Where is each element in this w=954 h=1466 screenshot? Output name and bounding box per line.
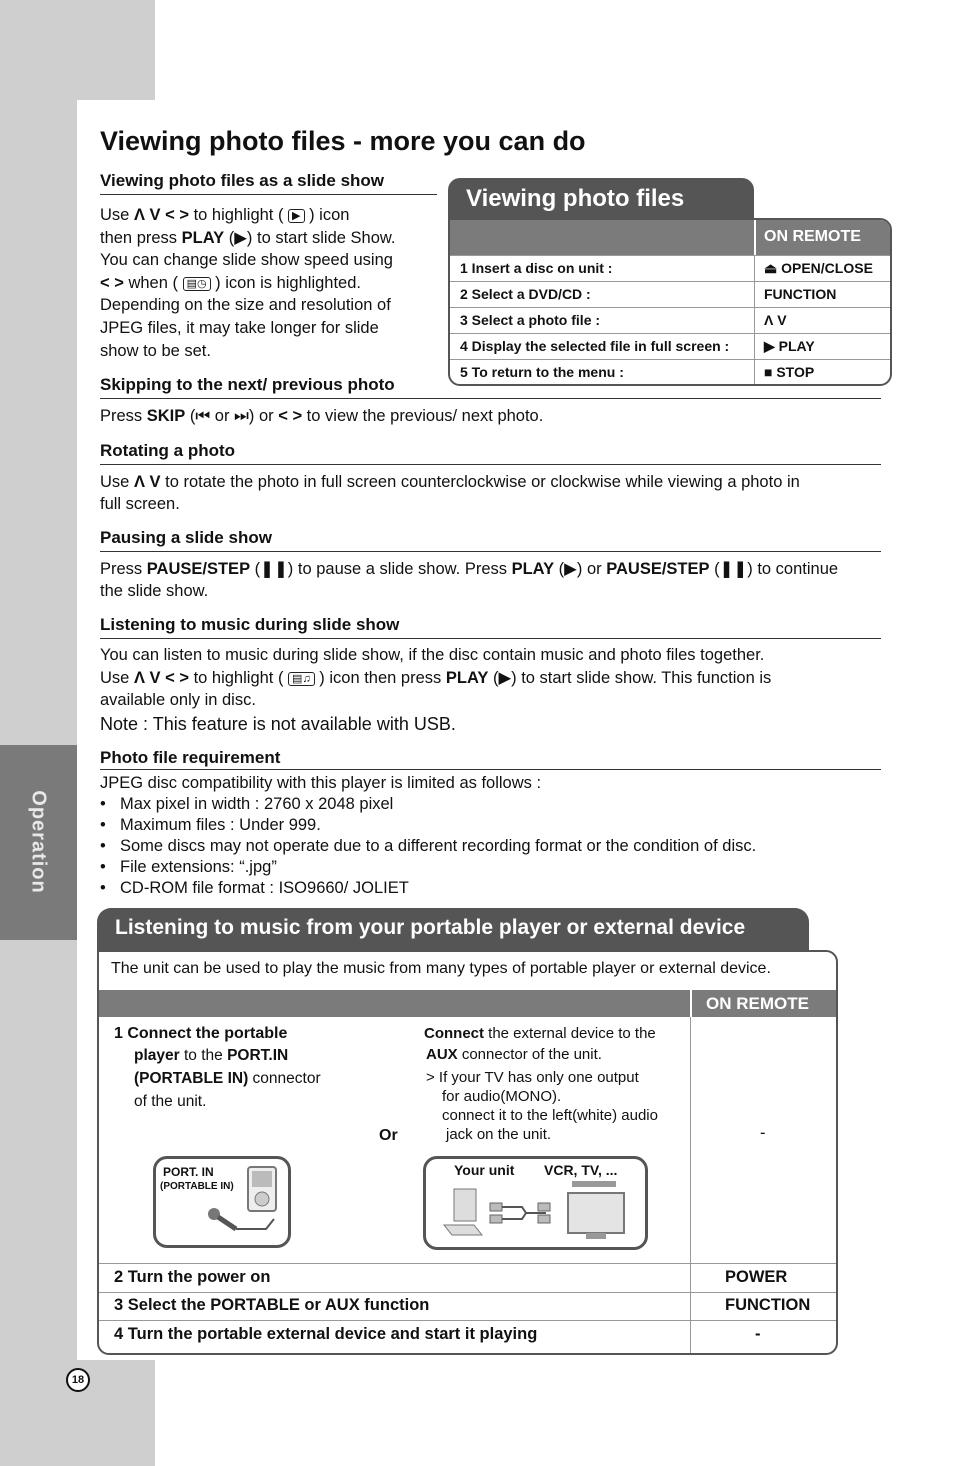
list-item: • Some discs may not operate due to a different recording format or the condition of disc. <box>100 837 757 855</box>
divider <box>100 398 881 399</box>
list-item: • CD-ROM file format : ISO9660/ JOLIET <box>100 879 409 897</box>
list-item: • Maximum files : Under 999. <box>100 816 321 834</box>
slideshow-heading: Viewing photo files as a slide show <box>100 171 385 190</box>
requirement-heading: Photo file requirement <box>100 748 281 767</box>
divider <box>100 194 437 195</box>
remote-header: ON REMOTE <box>450 220 890 255</box>
port-in-illustration: PORT. IN (PORTABLE IN) <box>153 1156 291 1248</box>
aux-line: Connect the external device to the <box>424 1025 656 1042</box>
external-intro: The unit can be used to play the music from many types of portable player or external device. <box>111 960 771 977</box>
ext-row-key: POWER <box>725 1268 788 1286</box>
remote-row: 5 To return to the menu : ■ STOP <box>450 359 890 385</box>
ext-row-step: 3 Select the PORTABLE or AUX function <box>114 1296 430 1314</box>
skipping-text: Press SKIP (⏮ or ⏭) or < > to view the previous/ next photo. <box>100 407 544 425</box>
ext-row-key: FUNCTION <box>725 1296 811 1314</box>
rotating-text: Use Λ V to rotate the photo in full screen counterclockwise or clockwise while viewing a photo in full screen. <box>100 473 800 513</box>
pausing-heading: Pausing a slide show <box>100 528 272 547</box>
step1-line: player to the PORT.IN <box>134 1047 289 1064</box>
aux-line: connect it to the left(white) audio <box>442 1107 658 1124</box>
ext-row-step: 2 Turn the power on <box>114 1268 271 1286</box>
requirement-list <box>100 774 756 900</box>
aux-line: jack on the unit. <box>446 1126 552 1143</box>
list-item: • File extensions: “.jpg” <box>100 858 277 876</box>
ext-row-step: 4 Turn the portable external device and start it playing <box>114 1325 538 1343</box>
step1-key: - <box>760 1124 766 1142</box>
requirement-intro: JPEG disc compatibility with this player is limited as follows : <box>100 774 542 792</box>
side-tab-label: Operation <box>27 790 50 894</box>
tv-connection-icon <box>426 1159 645 1247</box>
external-header: ON REMOTE <box>99 990 836 1017</box>
list-item: • Max pixel in width : 2760 x 2048 pixel <box>100 795 394 813</box>
music-text: You can listen to music during slide show, if the disc contain music and photo files together. Use Λ V < > to highlight ( ▤♫ ) icon then press PLAY (▶) to start slide show. This function is available only in disc. Note : This feature is not available with USB. <box>100 646 772 734</box>
step1-title: 1 Connect the portable <box>114 1025 288 1042</box>
remote-table <box>448 218 892 386</box>
divider <box>100 551 881 552</box>
or-label: Or <box>379 1127 398 1144</box>
aux-illustration: Your unit VCR, TV, ... <box>423 1156 648 1250</box>
remote-row: 1 Insert a disc on unit : ⏏ OPEN/CLOSE <box>450 255 890 281</box>
aux-line: for audio(MONO). <box>442 1088 562 1105</box>
aux-line: AUX connector of the unit. <box>426 1046 602 1063</box>
step1-line: of the unit. <box>134 1093 207 1110</box>
divider <box>100 638 881 639</box>
music-note: Note : This feature is not available with USB. <box>100 714 456 734</box>
remote-row: 2 Select a DVD/CD : FUNCTION <box>450 281 890 307</box>
music-heading: Listening to music during slide show <box>100 615 400 634</box>
step1-line: (PORTABLE IN) connector <box>134 1070 321 1087</box>
side-tab <box>0 745 77 940</box>
remote-tab: Viewing photo files <box>448 178 754 220</box>
slideshow-text: Use Λ V < > to highlight ( ▶ ) icon then press PLAY (▶) to start slide Show. You can change slide show speed using < > when ( ▤◷ ) icon is highlighted. Depending on the size and resolution of JPEG files, it may take longer for slide show to be set. <box>100 206 396 360</box>
external-tab: Listening to music from your portable player or external device <box>97 908 809 952</box>
page-title: Viewing photo files - more you can do <box>100 126 586 156</box>
divider <box>100 769 881 770</box>
rotating-heading: Rotating a photo <box>100 441 236 460</box>
portable-player-icon <box>156 1159 288 1245</box>
remote-row: 4 Display the selected file in full screen : ▶ PLAY <box>450 333 890 359</box>
ext-row-key: - <box>755 1325 761 1343</box>
external-table <box>97 950 838 1355</box>
music-icon: ▤♫ <box>288 672 315 686</box>
slideshow-icon: ▶ <box>288 209 304 223</box>
aux-line: > If your TV has only one output <box>426 1069 639 1086</box>
page-number: 18 <box>66 1368 90 1392</box>
remote-row: 3 Select a photo file : Λ V <box>450 307 890 333</box>
skipping-heading: Skipping to the next/ previous photo <box>100 375 395 394</box>
divider <box>100 464 881 465</box>
pausing-text: Press PAUSE/STEP (❚❚) to pause a slide show. Press PLAY (▶) or PAUSE/STEP (❚❚) to continue the slide show. <box>100 560 839 600</box>
speed-icon: ▤◷ <box>183 277 211 291</box>
